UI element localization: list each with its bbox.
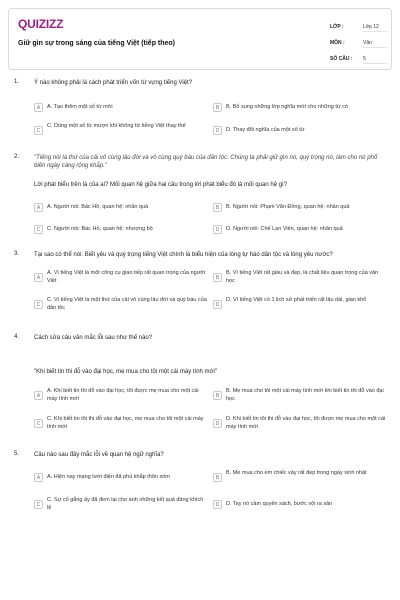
option-text: A. Vì tiếng Việt là một công cụ giao tiếp rất quan trọng của người Việt [47, 270, 206, 284]
option-text: D. Người nói: Chế Lan Viên, quan hệ: nhân quả [226, 226, 343, 232]
option-letter: A [34, 203, 43, 212]
option-letter: B [213, 103, 222, 112]
question-text: Tại sao có thể nói: Biết yêu và quý trọng tiếng Việt chính là biểu hiện của lòng tự hào dân tộc và lòng yêu nước? [34, 252, 333, 258]
question-text: Cách sửa câu văn mắc lỗi sau như thế nào? [34, 335, 153, 341]
option-letter: C [34, 225, 43, 234]
worksheet-meta [330, 19, 387, 67]
option-letter: C [34, 300, 43, 309]
question-number: 3. [14, 251, 20, 257]
option-letter: A [34, 273, 43, 282]
answer-option-a[interactable] [34, 384, 210, 408]
meta-value: 5 [363, 54, 387, 64]
option-text: C. Người nói: Bác Hồ, quan hệ: nhượng bộ [47, 226, 153, 232]
option-text: B. Mẹ mua cho em chiếc váy rất đẹp trong ngày sinh nhật [226, 470, 367, 476]
answer-option-b[interactable] [213, 96, 389, 120]
answer-option-d[interactable] [213, 293, 389, 317]
answer-option-c[interactable] [34, 493, 210, 517]
meta-value: Lớp 12 [363, 22, 387, 32]
option-letter: D [213, 500, 222, 509]
meta-label: SỐ CÂU : [330, 56, 353, 62]
question-1 [8, 79, 392, 144]
option-text: A. Người nói: Bác Hồ, quan hệ: nhân quả [47, 204, 149, 210]
meta-row-question-count [330, 51, 387, 67]
question-number: 4. [14, 334, 20, 340]
answer-option-a[interactable] [34, 196, 210, 220]
answer-option-b[interactable] [213, 466, 389, 490]
option-letter: A [34, 103, 43, 112]
option-text: C. Vì tiếng Việt là một thứ của cải vô cùng lâu đời và quý báu của dân tộc [47, 297, 207, 311]
answer-option-c[interactable] [34, 293, 210, 317]
option-letter: A [34, 391, 43, 400]
option-letter: B [213, 473, 222, 482]
question-number: 5. [14, 451, 20, 457]
answer-option-b[interactable] [213, 266, 389, 290]
question-text: Câu nào sau đây mắc lỗi về quan hệ ngữ nghĩa? [34, 452, 164, 458]
option-text: B. Mẹ mua cho tôi một cái máy tính mới khi biết tin thi đỗ vào đại học [226, 388, 384, 402]
answer-option-d[interactable] [213, 412, 389, 436]
answer-option-d[interactable] [213, 218, 389, 242]
answer-option-d[interactable] [213, 119, 389, 143]
option-letter: B [213, 391, 222, 400]
option-letter: B [213, 273, 222, 282]
answer-option-b[interactable] [213, 384, 389, 408]
meta-row-class [330, 19, 387, 35]
question-text: Ý nào không phải là cách phát triển vốn từ vựng tiếng Việt? [34, 80, 193, 86]
option-letter: B [213, 203, 222, 212]
option-letter: C [34, 500, 43, 509]
option-text: D. Thay đổi nghĩa của một số từ [226, 127, 305, 133]
question-number: 1. [14, 79, 20, 85]
option-letter: D [213, 225, 222, 234]
question-text: Lời phát biểu trên là của ai? Mối quan hệ giữa hai câu trong lời phát biểu đó là mối quan hệ gì? [34, 182, 288, 188]
option-text: A. Tạo thêm một số từ mới [47, 104, 113, 110]
meta-label: MÔN : [330, 40, 345, 46]
answer-option-c[interactable] [34, 412, 210, 436]
meta-label: LỚP : [330, 24, 344, 30]
answer-option-a[interactable] [34, 466, 210, 490]
answer-option-a[interactable] [34, 96, 210, 120]
option-text: C. Dùng một số từ mượn khi không từ tiếng Việt thay thế [47, 123, 186, 129]
answer-option-a[interactable] [34, 266, 210, 290]
worksheet-title: Giữ gìn sự trong sáng của tiếng Việt (tiếp theo) [18, 40, 176, 47]
option-letter: D [213, 126, 222, 135]
option-letter: A [34, 473, 43, 482]
option-letter: C [34, 419, 43, 428]
question-quote: "Khi biết tin thi đỗ vào đại học, mẹ mua cho tôi một cái máy tính mới" [34, 369, 217, 375]
question-5 [8, 451, 392, 526]
question-4 [8, 334, 392, 444]
option-letter: D [213, 419, 222, 428]
answer-option-d[interactable] [213, 493, 389, 517]
option-text: C. Khi biết tin tôi thi đỗ vào đại học, mẹ mua cho tôi một cái máy tính mới [47, 416, 204, 430]
question-number: 2. [14, 154, 20, 160]
option-text: A. Khi biết tin thi đỗ vào đại học, tôi được mẹ mua cho một cái máy tính mới [47, 388, 199, 402]
answer-option-c[interactable] [34, 119, 210, 143]
quizizz-logo: QUIZIZZ [18, 17, 64, 31]
answer-option-c[interactable] [34, 218, 210, 242]
option-text: B. Vì tiếng Việt rất giàu và đẹp, là chất liệu quan trọng của văn học [226, 270, 379, 284]
worksheet-header [8, 8, 392, 70]
question-3 [8, 251, 392, 326]
option-text: B. Người nói: Phạm Văn Đồng, quan hệ: nhân quả [226, 204, 350, 210]
question-2 [8, 154, 392, 244]
option-text: B. Bổ sung những lớp nghĩa mới cho những từ có [226, 104, 348, 110]
meta-row-subject [330, 35, 387, 51]
answer-option-b[interactable] [213, 196, 389, 220]
option-text: D. Tay nó cầm quyển sách, bước vội ra sân [226, 501, 333, 507]
option-text: C. Sự cố gắng ấy đã đem lại cho anh những kết quả đáng khích lệ [47, 497, 204, 511]
option-letter: C [34, 126, 43, 135]
option-text: D. Khi biết tin tôi thi đỗ vào đại học, tôi được mẹ mua cho một cái máy tính mới [226, 416, 386, 430]
question-quote: "Tiếng nói là thứ của cải vô cùng lâu đời và vô cùng quý báu của dân tộc. Chúng ta phải giữ gìn nó, quý trọng nó, làm cho nó phổ biến ngày càng rộng khắp." [34, 155, 378, 169]
option-text: A. Hiện nay mạng lưới điện đã phủ khắp thôn xóm [47, 474, 170, 480]
option-text: D. Vì tiếng Việt có 1 lịch sử phát triển rất lâu dài, gian khổ [226, 297, 367, 303]
meta-value: Văn [363, 38, 387, 48]
option-letter: D [213, 300, 222, 309]
